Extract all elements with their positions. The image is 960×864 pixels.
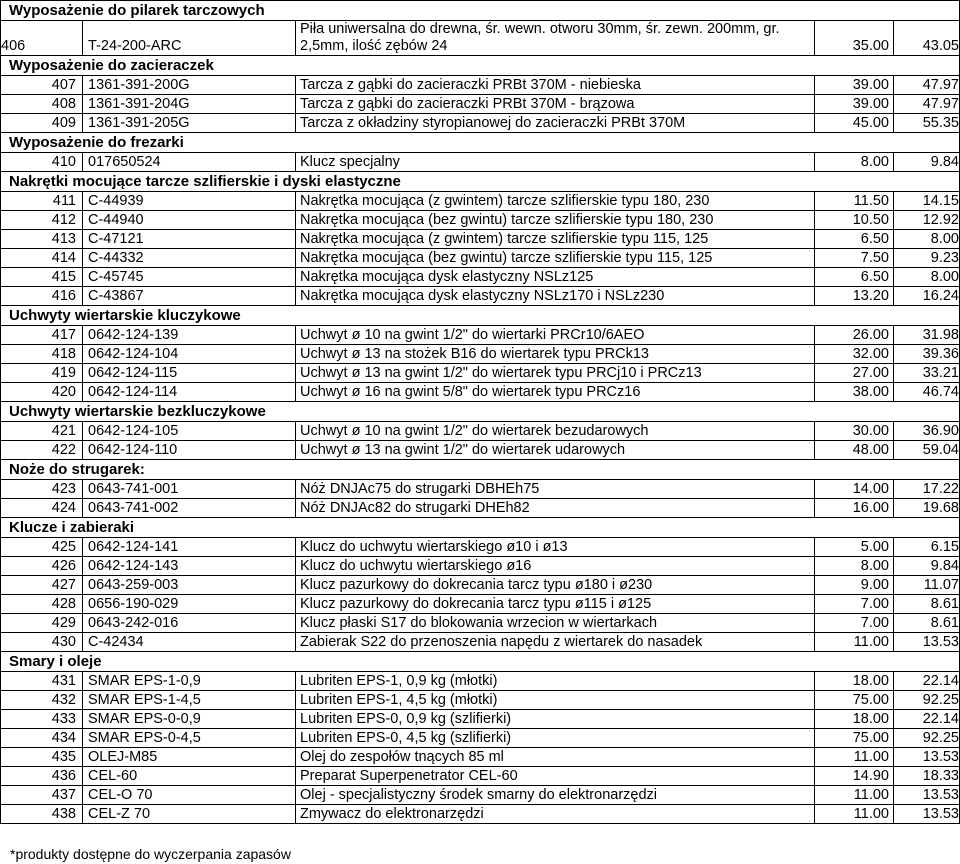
item-number: 406 xyxy=(0,21,82,55)
item-code: SMAR EPS-0-0,9 xyxy=(82,710,295,728)
gross-price: 47.97 xyxy=(893,76,960,94)
gross-price: 8.00 xyxy=(893,268,960,286)
item-code: 017650524 xyxy=(82,153,295,171)
item-number: 428 xyxy=(0,595,82,613)
gross-price: 19.68 xyxy=(893,499,960,517)
gross-price: 31.98 xyxy=(893,326,960,344)
gross-price: 9.23 xyxy=(893,249,960,267)
item-code: CEL-Z 70 xyxy=(82,805,295,823)
gross-price: 55.35 xyxy=(893,114,960,132)
section-header: Noże do strugarek: xyxy=(0,459,960,479)
item-code: C-45745 xyxy=(82,268,295,286)
gross-price: 8.61 xyxy=(893,595,960,613)
item-description: Nakrętka mocująca (bez gwintu) tarcze szlifierskie typu 115, 125 xyxy=(295,249,814,267)
item-number: 424 xyxy=(0,499,82,517)
net-price: 16.00 xyxy=(814,499,893,517)
item-code: 0642-124-139 xyxy=(82,326,295,344)
item-number: 420 xyxy=(0,383,82,401)
net-price: 27.00 xyxy=(814,364,893,382)
gross-price: 12.92 xyxy=(893,211,960,229)
item-code: SMAR EPS-1-0,9 xyxy=(82,672,295,690)
item-code: SMAR EPS-0-4,5 xyxy=(82,729,295,747)
item-code: C-44940 xyxy=(82,211,295,229)
item-code: CEL-60 xyxy=(82,767,295,785)
item-code: C-44332 xyxy=(82,249,295,267)
item-code: 0642-124-105 xyxy=(82,422,295,440)
item-description: Nakrętka mocująca dysk elastyczny NSLz170 i NSLz230 xyxy=(295,287,814,305)
item-number: 408 xyxy=(0,95,82,113)
item-description: Nakrętka mocująca (bez gwintu) tarcze szlifierskie typu 180, 230 xyxy=(295,211,814,229)
item-number: 411 xyxy=(0,192,82,210)
item-description: Nakrętka mocująca dysk elastyczny NSLz125 xyxy=(295,268,814,286)
gross-price: 13.53 xyxy=(893,805,960,823)
item-number: 437 xyxy=(0,786,82,804)
table-row xyxy=(0,20,960,55)
item-description: Uchwyt ø 13 na gwint 1/2" do wiertarek typu PRCj10 i PRCz13 xyxy=(295,364,814,382)
table-row xyxy=(0,113,960,132)
gross-price: 92.25 xyxy=(893,729,960,747)
item-code: CEL-O 70 xyxy=(82,786,295,804)
table-row xyxy=(0,421,960,440)
item-code: SMAR EPS-1-4,5 xyxy=(82,691,295,709)
item-description: Lubriten EPS-1, 0,9 kg (młotki) xyxy=(295,672,814,690)
table-row xyxy=(0,210,960,229)
net-price: 5.00 xyxy=(814,538,893,556)
table-row xyxy=(0,747,960,766)
table-bottom-border xyxy=(0,823,960,825)
net-price: 35.00 xyxy=(814,21,893,55)
net-price: 7.00 xyxy=(814,614,893,632)
gross-price: 59.04 xyxy=(893,441,960,459)
item-number: 422 xyxy=(0,441,82,459)
net-price: 8.00 xyxy=(814,557,893,575)
section-header: Smary i oleje xyxy=(0,651,960,671)
gross-price: 92.25 xyxy=(893,691,960,709)
item-description: Uchwyt ø 13 na gwint 1/2" do wiertarek udarowych xyxy=(295,441,814,459)
item-description: Olej do zespołów tnących 85 ml xyxy=(295,748,814,766)
gross-price: 22.14 xyxy=(893,672,960,690)
item-code: C-43867 xyxy=(82,287,295,305)
item-description: Nóż DNJAc75 do strugarki DBHEh75 xyxy=(295,480,814,498)
item-description: Nakrętka mocująca (z gwintem) tarcze szlifierskie typu 115, 125 xyxy=(295,230,814,248)
net-price: 11.00 xyxy=(814,805,893,823)
gross-price: 13.53 xyxy=(893,633,960,651)
item-description: Uchwyt ø 13 na stożek B16 do wiertarek typu PRCk13 xyxy=(295,345,814,363)
gross-price: 14.15 xyxy=(893,192,960,210)
gross-price: 47.97 xyxy=(893,95,960,113)
net-price: 48.00 xyxy=(814,441,893,459)
item-code: OLEJ-M85 xyxy=(82,748,295,766)
table-row xyxy=(0,440,960,459)
item-number: 414 xyxy=(0,249,82,267)
item-code: 1361-391-200G xyxy=(82,76,295,94)
item-code: 0642-124-143 xyxy=(82,557,295,575)
item-number: 426 xyxy=(0,557,82,575)
net-price: 11.50 xyxy=(814,192,893,210)
item-description: Uchwyt ø 16 na gwint 5/8" do wiertarek typu PRCz16 xyxy=(295,383,814,401)
gross-price: 16.24 xyxy=(893,287,960,305)
section-header: Uchwyty wiertarskie bezkluczykowe xyxy=(0,401,960,421)
table-row xyxy=(0,671,960,690)
item-code: T-24-200-ARC xyxy=(82,21,295,55)
item-description: Lubriten EPS-1, 4,5 kg (młotki) xyxy=(295,691,814,709)
item-description: Klucz pazurkowy do dokrecania tarcz typu ø115 i ø125 xyxy=(295,595,814,613)
item-code: 0643-741-002 xyxy=(82,499,295,517)
net-price: 11.00 xyxy=(814,748,893,766)
item-description: Tarcza z okładziny styropianowej do zacieraczki PRBt 370M xyxy=(295,114,814,132)
item-description: Klucz do uchwytu wiertarskiego ø16 xyxy=(295,557,814,575)
table-row xyxy=(0,75,960,94)
gross-price: 18.33 xyxy=(893,767,960,785)
item-number: 418 xyxy=(0,345,82,363)
table-row xyxy=(0,594,960,613)
item-code: 0643-242-016 xyxy=(82,614,295,632)
table-row xyxy=(0,248,960,267)
section-header: Klucze i zabieraki xyxy=(0,517,960,537)
gross-price: 39.36 xyxy=(893,345,960,363)
item-description: Olej - specjalistyczny środek smarny do elektronarzędzi xyxy=(295,786,814,804)
table-row xyxy=(0,344,960,363)
table-row xyxy=(0,382,960,401)
net-price: 10.50 xyxy=(814,211,893,229)
table-row xyxy=(0,613,960,632)
table-row xyxy=(0,229,960,248)
table-row xyxy=(0,498,960,517)
item-number: 423 xyxy=(0,480,82,498)
net-price: 6.50 xyxy=(814,268,893,286)
table-row xyxy=(0,556,960,575)
gross-price: 22.14 xyxy=(893,710,960,728)
table-row xyxy=(0,94,960,113)
gross-price: 6.15 xyxy=(893,538,960,556)
item-description: Zmywacz do elektronarzędzi xyxy=(295,805,814,823)
item-description: Lubriten EPS-0, 0,9 kg (szlifierki) xyxy=(295,710,814,728)
item-description: Nóż DNJAc82 do strugarki DHEh82 xyxy=(295,499,814,517)
item-description: Uchwyt ø 10 na gwint 1/2" do wiertarek bezudarowych xyxy=(295,422,814,440)
table-row xyxy=(0,537,960,556)
section-header: Uchwyty wiertarskie kluczykowe xyxy=(0,305,960,325)
table-row xyxy=(0,632,960,651)
item-code: 0642-124-104 xyxy=(82,345,295,363)
item-description: Uchwyt ø 10 na gwint 1/2" do wiertarki PRCr10/6AEO xyxy=(295,326,814,344)
net-price: 6.50 xyxy=(814,230,893,248)
net-price: 14.90 xyxy=(814,767,893,785)
table-row xyxy=(0,325,960,344)
net-price: 14.00 xyxy=(814,480,893,498)
item-code: 0643-741-001 xyxy=(82,480,295,498)
item-number: 430 xyxy=(0,633,82,651)
item-code: 0656-190-029 xyxy=(82,595,295,613)
item-description: Lubriten EPS-0, 4,5 kg (szlifierki) xyxy=(295,729,814,747)
item-code: C-47121 xyxy=(82,230,295,248)
gross-price: 9.84 xyxy=(893,557,960,575)
net-price: 11.00 xyxy=(814,786,893,804)
gross-price: 13.53 xyxy=(893,786,960,804)
table-row xyxy=(0,690,960,709)
gross-price: 36.90 xyxy=(893,422,960,440)
net-price: 11.00 xyxy=(814,633,893,651)
net-price: 7.50 xyxy=(814,249,893,267)
gross-price: 11.07 xyxy=(893,576,960,594)
item-description: Preparat Superpenetrator CEL-60 xyxy=(295,767,814,785)
item-number: 436 xyxy=(0,767,82,785)
item-number: 431 xyxy=(0,672,82,690)
section-header: Nakrętki mocujące tarcze szlifierskie i dyski elastyczne xyxy=(0,171,960,191)
item-code: 0642-124-114 xyxy=(82,383,295,401)
footnote: *produkty dostępne do wyczerpania zapasów xyxy=(10,846,291,862)
item-description: Klucz pazurkowy do dokrecania tarcz typu ø180 i ø230 xyxy=(295,576,814,594)
item-number: 413 xyxy=(0,230,82,248)
net-price: 26.00 xyxy=(814,326,893,344)
item-number: 425 xyxy=(0,538,82,556)
item-code: 0642-124-110 xyxy=(82,441,295,459)
table-row xyxy=(0,785,960,804)
table-row xyxy=(0,766,960,785)
table-row xyxy=(0,479,960,498)
gross-price: 8.00 xyxy=(893,230,960,248)
table-row xyxy=(0,152,960,171)
item-number: 421 xyxy=(0,422,82,440)
item-number: 415 xyxy=(0,268,82,286)
table-row xyxy=(0,575,960,594)
item-number: 412 xyxy=(0,211,82,229)
item-description: Klucz do uchwytu wiertarskiego ø10 i ø13 xyxy=(295,538,814,556)
item-number: 410 xyxy=(0,153,82,171)
item-number: 407 xyxy=(0,76,82,94)
net-price: 32.00 xyxy=(814,345,893,363)
table-row xyxy=(0,709,960,728)
item-number: 409 xyxy=(0,114,82,132)
item-number: 433 xyxy=(0,710,82,728)
net-price: 13.20 xyxy=(814,287,893,305)
item-code: C-44939 xyxy=(82,192,295,210)
item-description: Tarcza z gąbki do zacieraczki PRBt 370M - brązowa xyxy=(295,95,814,113)
gross-price: 33.21 xyxy=(893,364,960,382)
item-description: Tarcza z gąbki do zacieraczki PRBt 370M - niebieska xyxy=(295,76,814,94)
item-number: 416 xyxy=(0,287,82,305)
item-description: Piła uniwersalna do drewna, śr. wewn. otworu 30mm, śr. zewn. 200mm, gr. 2,5mm, ilość zębów 24 xyxy=(295,21,814,55)
net-price: 7.00 xyxy=(814,595,893,613)
net-price: 75.00 xyxy=(814,729,893,747)
item-code: 0643-259-003 xyxy=(82,576,295,594)
item-number: 419 xyxy=(0,364,82,382)
item-number: 435 xyxy=(0,748,82,766)
item-code: 0642-124-141 xyxy=(82,538,295,556)
gross-price: 8.61 xyxy=(893,614,960,632)
item-number: 432 xyxy=(0,691,82,709)
net-price: 75.00 xyxy=(814,691,893,709)
net-price: 45.00 xyxy=(814,114,893,132)
net-price: 38.00 xyxy=(814,383,893,401)
item-number: 438 xyxy=(0,805,82,823)
section-header: Wyposażenie do frezarki xyxy=(0,132,960,152)
item-number: 417 xyxy=(0,326,82,344)
table-row xyxy=(0,728,960,747)
item-number: 434 xyxy=(0,729,82,747)
section-header: Wyposażenie do zacieraczek xyxy=(0,55,960,75)
net-price: 39.00 xyxy=(814,95,893,113)
table-row xyxy=(0,363,960,382)
item-description: Nakrętka mocująca (z gwintem) tarcze szlifierskie typu 180, 230 xyxy=(295,192,814,210)
net-price: 9.00 xyxy=(814,576,893,594)
net-price: 18.00 xyxy=(814,710,893,728)
table-row xyxy=(0,191,960,210)
item-description: Klucz specjalny xyxy=(295,153,814,171)
net-price: 39.00 xyxy=(814,76,893,94)
item-description: Klucz płaski S17 do blokowania wrzecion w wiertarkach xyxy=(295,614,814,632)
net-price: 18.00 xyxy=(814,672,893,690)
gross-price: 17.22 xyxy=(893,480,960,498)
gross-price: 13.53 xyxy=(893,748,960,766)
table-row xyxy=(0,267,960,286)
item-number: 427 xyxy=(0,576,82,594)
table-row xyxy=(0,286,960,305)
table-row xyxy=(0,804,960,823)
item-code: C-42434 xyxy=(82,633,295,651)
item-code: 1361-391-205G xyxy=(82,114,295,132)
section-header: Wyposażenie do pilarek tarczowych xyxy=(0,0,960,20)
net-price: 30.00 xyxy=(814,422,893,440)
item-code: 1361-391-204G xyxy=(82,95,295,113)
gross-price: 9.84 xyxy=(893,153,960,171)
item-code: 0642-124-115 xyxy=(82,364,295,382)
gross-price: 43.05 xyxy=(893,21,960,55)
net-price: 8.00 xyxy=(814,153,893,171)
gross-price: 46.74 xyxy=(893,383,960,401)
item-description: Zabierak S22 do przenoszenia napędu z wiertarek do nasadek xyxy=(295,633,814,651)
item-number: 429 xyxy=(0,614,82,632)
